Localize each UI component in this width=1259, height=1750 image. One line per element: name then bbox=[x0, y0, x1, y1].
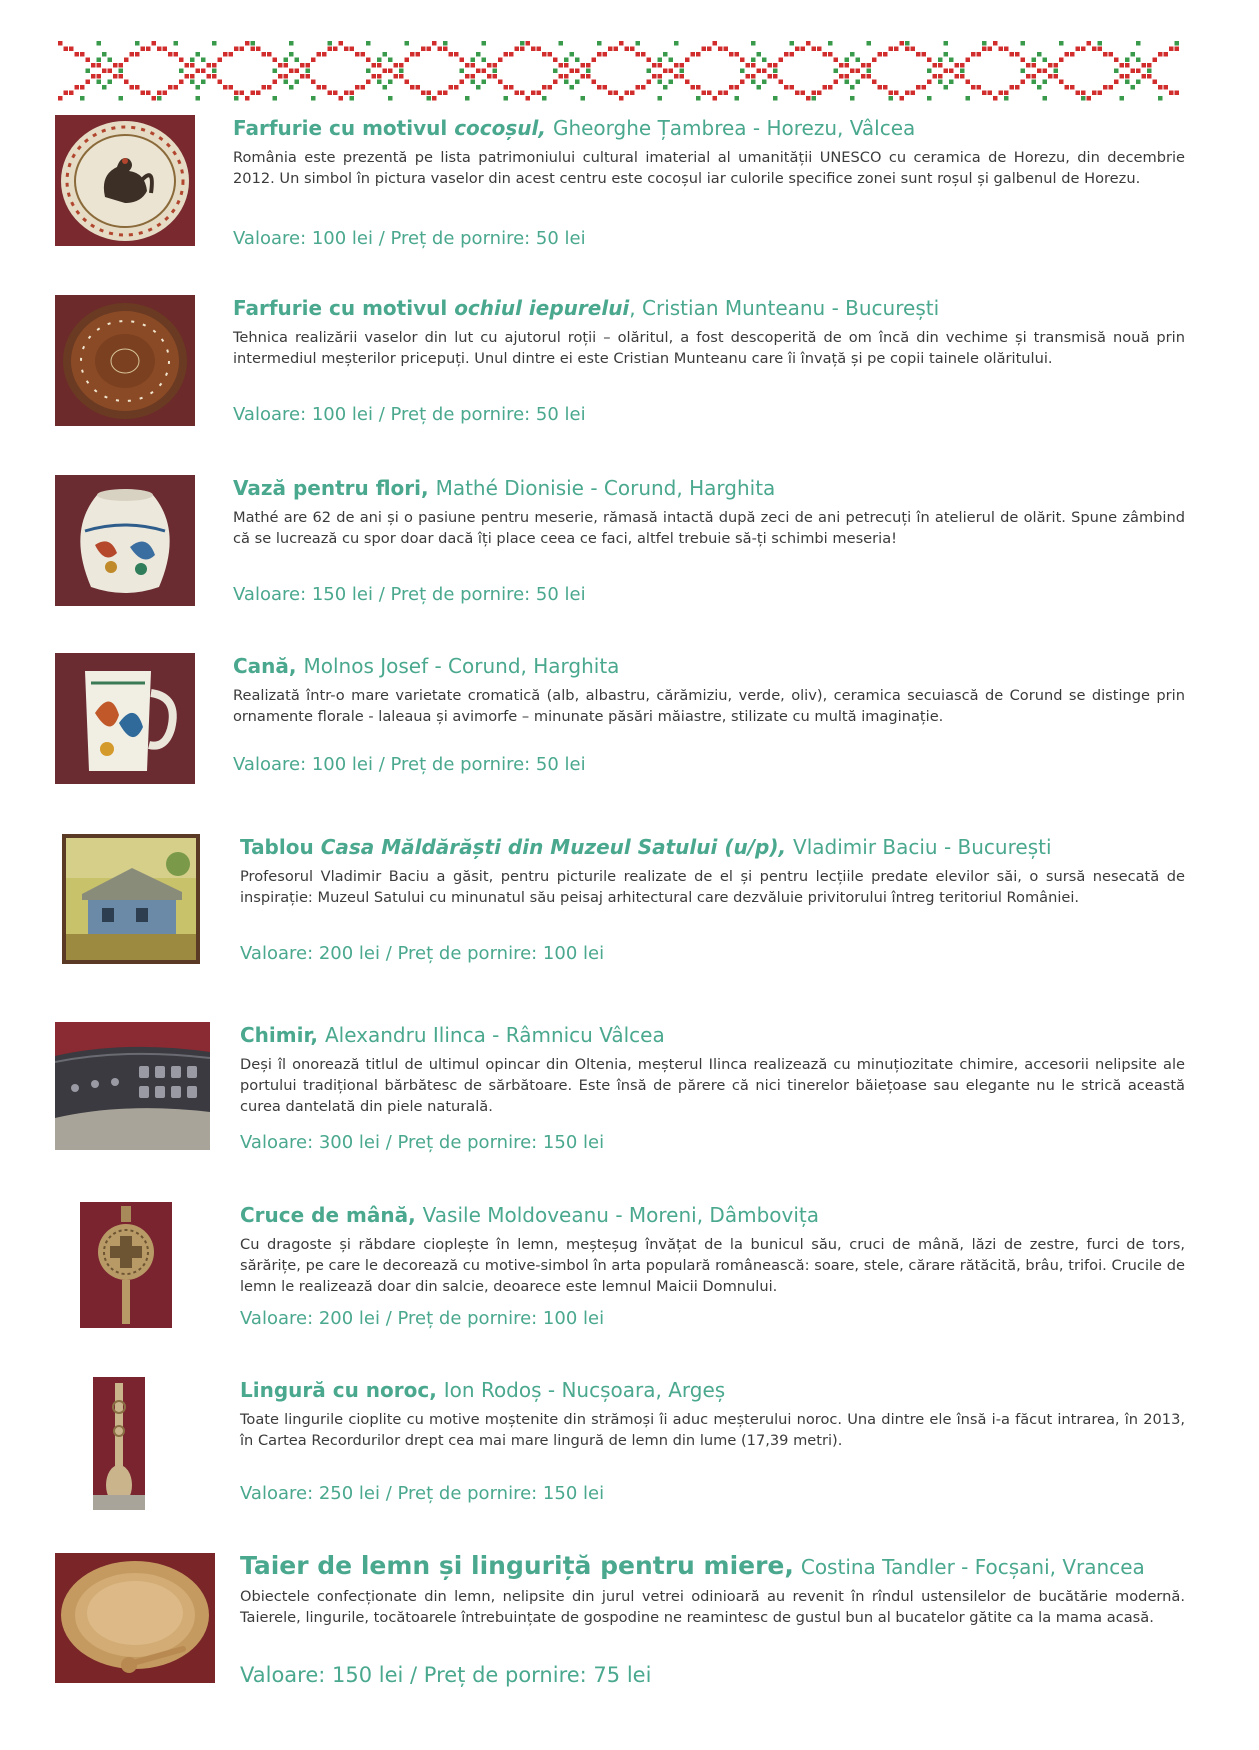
item-title: Farfurie cu motivul ochiul iepurelui, Cristian Munteanu - București bbox=[233, 296, 940, 320]
leather-belt-image bbox=[55, 1022, 210, 1150]
item-price: Valoare: 150 lei / Preț de pornire: 75 lei bbox=[240, 1663, 652, 1687]
item-description: Cu dragoste și răbdare cioplește în lemn, meșteșug învățat de la bunicul său, cruci de mână, lăzi de zestre, furci de tors, sărărițe, pe care le decorează cu motive-simbol în arta populară românească: soare, stele, cărare rătăcită, brâu, trifoi. Crucile de lemn le realizează doar din salcie, deoarece este lemnul Maicii Domnului. bbox=[240, 1236, 1185, 1295]
item-text bbox=[240, 1202, 1185, 1328]
item-title: Lingură cu noroc, Ion Rodoș - Nucșoara, Argeș bbox=[240, 1378, 726, 1402]
item-price: Valoare: 200 lei / Preț de pornire: 100 lei bbox=[240, 1308, 605, 1329]
item-title: Cruce de mână, Vasile Moldoveanu - Moreni, Dâmbovița bbox=[240, 1203, 819, 1227]
plate-rooster-image bbox=[55, 115, 195, 246]
item-title: Cană, Molnos Josef - Corund, Harghita bbox=[233, 654, 620, 678]
item-price: Valoare: 300 lei / Preț de pornire: 150 lei bbox=[240, 1132, 605, 1153]
item-description: Tehnica realizării vaselor din lut cu ajutorul roții – olăritul, a fost descoperită de om încă din vechime și transmisă nouă prin intermediul meșterilor pricepuți. Unul dintre ei este Cristian Munteanu care îi învață și pe copii tainele olăritului. bbox=[233, 329, 1185, 367]
item-description: România este prezentă pe lista patrimoniului cultural imaterial al umanității UNESCO cu ceramica de Horezu, din decembrie 2012. Un simbol în pictura vaselor din acest centru este cocoșul iar culorile specifice zonei sunt roșul și galbenul de Horezu. bbox=[233, 149, 1185, 187]
item-price: Valoare: 250 lei / Preț de pornire: 150 lei bbox=[240, 1483, 605, 1504]
plate-rabbit-eye-image bbox=[55, 295, 195, 426]
mug-image bbox=[55, 653, 195, 784]
item-price: Valoare: 100 lei / Preț de pornire: 50 lei bbox=[233, 228, 586, 249]
item-text bbox=[240, 1377, 1185, 1510]
embroidery-border bbox=[58, 41, 1180, 103]
item-title: Tablou Casa Măldărăști din Muzeul Satului (u/p), Vladimir Baciu - București bbox=[240, 835, 1052, 859]
item-title: Farfurie cu motivul cocoșul, Gheorghe Țambrea - Horezu, Vâlcea bbox=[233, 116, 916, 140]
wooden-spoon-image bbox=[93, 1377, 145, 1510]
item-title: Taier de lemn și linguriță pentru miere, Costina Tandler - Focșani, Vrancea bbox=[240, 1551, 1145, 1580]
flower-vase-image bbox=[55, 475, 195, 606]
painting-house-image bbox=[62, 834, 200, 964]
item-title: Vază pentru flori, Mathé Dionisie - Corund, Harghita bbox=[233, 476, 776, 500]
hand-cross-image bbox=[80, 1202, 172, 1328]
item-description: Toate lingurile cioplite cu motive moștenite din strămoși îi aduc meșterului noroc. Una dintre ele însă i-a făcut intrarea, în 2013, în Cartea Recordurilor drept cea mai mare lingură de lemn din lume (17,39 metri). bbox=[240, 1411, 1185, 1449]
item-description: Realizată într-o mare varietate cromatică (alb, albastru, cărămiziu, verde, oliv), ceramica secuiască de Corund se distinge prin ornamente florale - laleaua și avimorfe – minunate păsări măiastre, stilizate cu multă imaginație. bbox=[233, 687, 1185, 725]
wooden-tray-honey-spoon-image bbox=[55, 1553, 215, 1683]
item-description: Deși îl onorează titlul de ultimul opincar din Oltenia, meșterul Ilinca realizează cu minuțiozitate chimire, accesorii nelipsite ale portului tradițional bărbătesc de sărbătoare. Este însă de părere că nici tinerelor băiețoase sau elegante nu le strică această curea dantelată din piele naturală. bbox=[240, 1056, 1185, 1115]
item-text bbox=[233, 653, 1185, 784]
item-text bbox=[240, 1551, 1185, 1687]
item-title: Chimir, Alexandru Ilinca - Râmnicu Vâlcea bbox=[240, 1023, 665, 1047]
item-text bbox=[240, 1022, 1185, 1153]
item-price: Valoare: 200 lei / Preț de pornire: 100 lei bbox=[240, 943, 605, 964]
item-price: Valoare: 100 lei / Preț de pornire: 50 lei bbox=[233, 404, 586, 425]
item-description: Mathé are 62 de ani și o pasiune pentru meserie, rămasă intactă după zeci de ani petrecuți în atelierul de olărit. Spune zâmbind că se lucrează cu spor doar dacă îți place ceea ce faci, altfel trebuie să-ți schimbi meseria! bbox=[233, 509, 1185, 547]
item-text bbox=[233, 475, 1185, 606]
item-description: Profesorul Vladimir Baciu a găsit, pentru picturile realizate de el și pentru lecțiile predate elevilor săi, o sursă nesecată de inspirație: Muzeul Satului cu minunatul său peisaj arhitectural care dezvăluie privitorului întreg teritoriul României. bbox=[240, 868, 1185, 906]
item-text bbox=[240, 834, 1185, 964]
item-text bbox=[233, 115, 1185, 249]
item-description: Obiectele confecționate din lemn, nelipsite din jurul vetrei odinioară au revenit în rîndul ustensilelor de bucătărie modernă. Taierele, lingurile, tocătoarele întrebuințate de gospodine ne reamintesc de gustul bun al bucatelor gătite ca la mama acasă. bbox=[240, 1588, 1185, 1626]
item-text bbox=[233, 295, 1185, 426]
item-price: Valoare: 150 lei / Preț de pornire: 50 lei bbox=[233, 584, 586, 605]
item-price: Valoare: 100 lei / Preț de pornire: 50 lei bbox=[233, 754, 586, 775]
